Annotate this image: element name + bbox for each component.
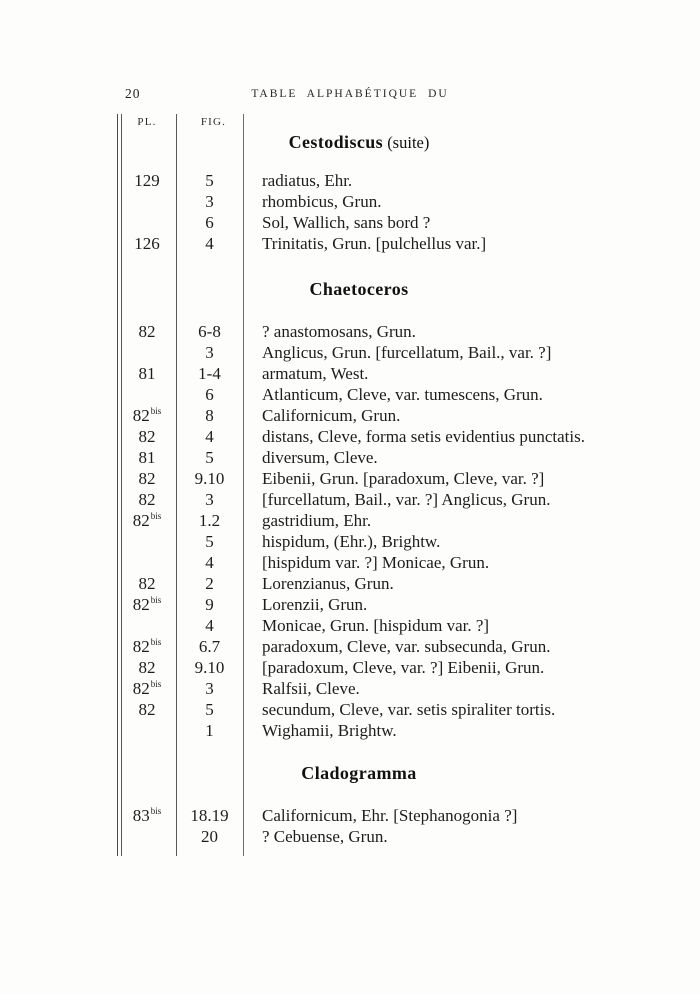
plate-bis-superscript: bis — [150, 679, 162, 690]
table-row — [118, 699, 700, 720]
figure-cell: 5 — [205, 700, 214, 719]
figure-cell: 1-4 — [198, 364, 221, 383]
figure-cell: 1 — [205, 721, 214, 740]
figure-cell: 3 — [205, 679, 214, 698]
species-cell: radiatus, Ehr. — [262, 171, 353, 190]
table-section — [0, 132, 700, 254]
figure-cell: 3 — [205, 343, 214, 362]
figure-cell: 4 — [205, 553, 214, 572]
plate-cell: $82^{bis}$ — [132, 637, 162, 656]
plate-cell: $82^{bis}$ — [132, 406, 162, 425]
figure-cell: 9.10 — [194, 658, 225, 677]
species-cell: Ralfsii, Cleve. — [262, 679, 360, 698]
plate-cell: 82 — [138, 658, 156, 677]
table-row — [118, 233, 700, 254]
plate-bis-superscript: bis — [150, 406, 162, 417]
plate-column-header: PL. — [137, 116, 157, 128]
species-cell: Anglicus, Grun. [furcellatum, Bail., var. ?] — [262, 343, 552, 362]
plate-cell — [118, 384, 176, 405]
species-cell: distans, Cleve, forma setis evidentius punctatis. — [262, 427, 585, 446]
table-row — [118, 552, 700, 573]
figure-cell: 18.19 — [190, 806, 229, 825]
table-row — [118, 384, 700, 405]
figure-cell: 4 — [205, 427, 214, 446]
species-cell: Sol, Wallich, sans bord ? — [262, 213, 431, 232]
species-cell: diversum, Cleve. — [262, 448, 378, 467]
species-cell: Wighamii, Brightw. — [262, 721, 397, 740]
figure-cell: 2 — [205, 574, 214, 593]
plate-cell: $82^{bis}$ — [132, 595, 162, 614]
section-rows — [0, 170, 700, 254]
figure-cell: 20 — [201, 827, 218, 846]
table-row — [118, 531, 700, 552]
section-heading — [118, 763, 600, 783]
plate-cell — [118, 342, 176, 363]
figure-column-header: FIG. — [200, 116, 227, 128]
plate-cell: $82^{bis}$ — [132, 511, 162, 530]
plate-cell: 82 — [138, 469, 156, 488]
plate-cell — [118, 826, 176, 847]
figure-cell: 3 — [205, 192, 214, 211]
species-cell: paradoxum, Cleve, var. subsecunda, Grun. — [262, 637, 551, 656]
plate-cell: 81 — [138, 448, 156, 467]
species-cell: [hispidum var. ?] Monicae, Grun. — [262, 553, 490, 572]
table-section — [0, 763, 700, 847]
plate-cell — [118, 212, 176, 233]
plate-cell — [118, 615, 176, 636]
figure-cell: 5 — [205, 532, 214, 551]
section-rows — [0, 321, 700, 741]
section-heading — [118, 132, 600, 152]
table-row — [118, 212, 700, 233]
plate-cell: 126 — [134, 234, 160, 253]
species-cell: [furcellatum, Bail., var. ?] Anglicus, Grun. — [262, 490, 551, 509]
section-heading-suffix: (suite) — [383, 133, 430, 152]
table-row — [118, 720, 700, 741]
species-cell: [paradoxum, Cleve, var. ?] Eibenii, Grun. — [262, 658, 545, 677]
plate-cell: 82 — [138, 700, 156, 719]
table-row — [118, 426, 700, 447]
table-body — [0, 114, 700, 847]
plate-cell: 82 — [138, 574, 156, 593]
table-row — [118, 657, 700, 678]
table-row — [118, 321, 700, 342]
figure-cell: 9.10 — [194, 469, 225, 488]
figure-cell: 4 — [205, 616, 214, 635]
species-cell: hispidum, (Ehr.), Brightw. — [262, 532, 441, 551]
species-cell: Monicae, Grun. [hispidum var. ?] — [262, 616, 490, 635]
figure-cell: 6-8 — [198, 322, 221, 341]
running-head: TABLE ALPHABÉTIQUE DU — [251, 88, 449, 100]
table-row — [118, 636, 700, 657]
table-row — [118, 805, 700, 826]
species-cell: secundum, Cleve, var. setis spiraliter tortis. — [262, 700, 556, 719]
species-cell: Lorenzianus, Grun. — [262, 574, 394, 593]
species-cell: gastridium, Ehr. — [262, 511, 372, 530]
plate-cell: 82 — [138, 322, 156, 341]
species-cell: Trinitatis, Grun. [pulchellus var.] — [262, 234, 487, 253]
section-heading — [118, 279, 600, 299]
table-row — [118, 405, 700, 426]
table-row — [118, 594, 700, 615]
table-section — [0, 279, 700, 741]
table-row — [118, 826, 700, 847]
page-number: 20 — [125, 86, 141, 101]
table-row — [118, 170, 700, 191]
figure-cell: 8 — [205, 406, 214, 425]
species-cell: ? anastomosans, Grun. — [262, 322, 416, 341]
plate-cell: $82^{bis}$ — [132, 679, 162, 698]
table-row — [118, 489, 700, 510]
table-row — [118, 468, 700, 489]
table-row — [118, 678, 700, 699]
plate-cell: 129 — [134, 171, 160, 190]
species-cell: Atlanticum, Cleve, var. tumescens, Grun. — [262, 385, 543, 404]
species-cell: Lorenzii, Grun. — [262, 595, 368, 614]
figure-cell: 9 — [205, 595, 214, 614]
section-heading-text: Chaetoceros — [309, 279, 409, 299]
figure-cell: 3 — [205, 490, 214, 509]
table-row — [118, 191, 700, 212]
plate-bis-superscript: bis — [150, 637, 162, 648]
table-row — [118, 447, 700, 468]
figure-cell: 6 — [205, 385, 214, 404]
table-row — [118, 615, 700, 636]
plate-bis-superscript: bis — [150, 511, 162, 522]
plate-bis-superscript: bis — [150, 595, 162, 606]
table-row — [118, 363, 700, 384]
species-cell: Californicum, Grun. — [262, 406, 401, 425]
plate-cell: 82 — [138, 490, 156, 509]
table-row — [118, 342, 700, 363]
figure-cell: 5 — [205, 171, 214, 190]
figure-cell: 6 — [205, 213, 214, 232]
table-row — [118, 573, 700, 594]
figure-cell: 6.7 — [198, 637, 221, 656]
section-heading-text: Cestodiscus — [288, 132, 384, 152]
plate-cell: $83^{bis}$ — [132, 806, 162, 825]
species-cell: armatum, West. — [262, 364, 369, 383]
figure-cell: 4 — [205, 234, 214, 253]
plate-cell: 81 — [138, 364, 156, 383]
plate-cell — [118, 720, 176, 741]
species-cell: Californicum, Ehr. [Stephanogonia ?] — [262, 806, 518, 825]
species-cell: rhombicus, Grun. — [262, 192, 382, 211]
table-row — [118, 510, 700, 531]
species-cell: Eibenii, Grun. [paradoxum, Cleve, var. ?] — [262, 469, 545, 488]
plate-cell — [118, 191, 176, 212]
figure-cell: 1.2 — [198, 511, 221, 530]
plate-bis-superscript: bis — [150, 806, 162, 817]
section-heading-text: Cladogramma — [301, 763, 417, 783]
plate-cell — [118, 552, 176, 573]
plate-cell: 82 — [138, 427, 156, 446]
plate-cell — [118, 531, 176, 552]
species-cell: ? Cebuense, Grun. — [262, 827, 388, 846]
section-rows — [0, 805, 700, 847]
figure-cell: 5 — [205, 448, 214, 467]
